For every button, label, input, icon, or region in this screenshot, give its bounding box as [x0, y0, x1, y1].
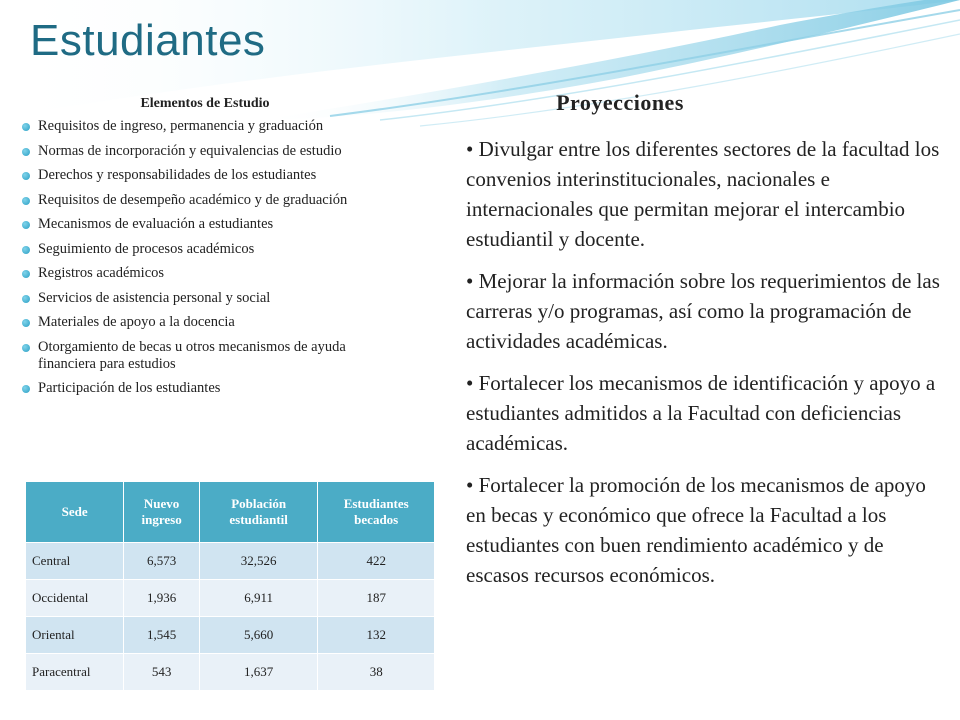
table-cell: 32,526 — [199, 543, 318, 580]
table-cell: 422 — [318, 543, 435, 580]
table-row — [26, 654, 435, 691]
table-cell: Oriental — [26, 617, 124, 654]
projection-paragraph: • Fortalecer los mecanismos de identificación y apoyo a estudiantes admitidos a la Facultad con deficiencias académicas. — [466, 371, 936, 455]
list-item — [22, 265, 382, 282]
projections-heading: Proyecciones — [556, 90, 684, 115]
table-cell: 6,573 — [124, 543, 200, 580]
list-item-label: Mecanismos de evaluación a estudiantes — [38, 216, 274, 232]
bullet-icon — [22, 344, 30, 352]
list-item-label: Otorgamiento de becas u otros mecanismos de ayuda financiera para estudios — [38, 338, 346, 372]
bullet-icon — [22, 270, 30, 278]
students-table — [25, 481, 435, 691]
table-cell: 132 — [318, 617, 435, 654]
bullet-icon — [22, 221, 30, 229]
table-cell: 543 — [124, 654, 200, 691]
projections-body — [466, 134, 946, 602]
list-item-label: Seguimiento de procesos académicos — [38, 240, 255, 257]
bullet-icon — [22, 148, 30, 156]
list-item-label: Derechos y responsabilidades de los estudiantes — [38, 167, 317, 183]
projection-paragraph: • Mejorar la información sobre los requerimientos de las carreras y/o programas, así como la programación de actividades académicas. — [466, 269, 940, 353]
column-header-nuevo-ingreso: Nuevo ingreso — [124, 482, 200, 543]
list-item — [22, 241, 382, 258]
bullet-icon — [22, 385, 30, 393]
list-item — [22, 216, 382, 233]
list-item-label: Participación de los estudiantes — [38, 380, 221, 396]
table-row — [26, 617, 435, 654]
list-item-label: Registros académicos — [38, 265, 165, 281]
table-cell: 6,911 — [199, 580, 318, 617]
list-item-label: Servicios de asistencia personal y social — [38, 289, 271, 306]
table-cell: Paracentral — [26, 654, 124, 691]
projection-paragraph: • Fortalecer la promoción de los mecanismos de apoyo en becas y económico que ofrece la Facultad a los estudiantes con buen rendimiento académico y de escasos recursos económicos. — [466, 473, 926, 587]
projection-paragraph: • Divulgar entre los diferentes sectores de la facultad los convenios interinstitucionales, nacionales e internacionales que permitan mejorar el intercambio estudiantil y docente. — [466, 137, 940, 251]
list-item — [22, 380, 382, 397]
list-item — [22, 192, 382, 209]
column-header-becados: Estudiantes becados — [318, 482, 435, 543]
table-header-row — [26, 482, 435, 543]
bullet-icon — [22, 295, 30, 303]
elements-heading: Elementos de Estudio — [140, 96, 270, 111]
table-cell: Occidental — [26, 580, 124, 617]
list-item-label: Requisitos de desempeño académico y de graduación — [38, 191, 348, 208]
table-cell: 5,660 — [199, 617, 318, 654]
list-item — [22, 314, 382, 331]
column-header-poblacion: Población estudiantil — [199, 482, 318, 543]
list-item-label: Requisitos de ingreso, permanencia y graduación — [38, 118, 324, 134]
bullet-icon — [22, 319, 30, 327]
slide-title: Estudiantes — [30, 16, 266, 65]
table-row — [26, 543, 435, 580]
list-item — [22, 290, 382, 307]
table-cell: 187 — [318, 580, 435, 617]
list-item — [22, 143, 382, 160]
table-cell: 1,936 — [124, 580, 200, 617]
table-cell: 1,637 — [199, 654, 318, 691]
table-row — [26, 580, 435, 617]
list-item-label: Materiales de apoyo a la docencia — [38, 314, 235, 330]
table-cell: 1,545 — [124, 617, 200, 654]
bullet-icon — [22, 172, 30, 180]
bullet-icon — [22, 197, 30, 205]
table-cell: 38 — [318, 654, 435, 691]
list-item — [22, 167, 382, 184]
table-cell: Central — [26, 543, 124, 580]
list-item — [22, 118, 382, 135]
list-item-label: Normas de incorporación y equivalencias de estudio — [38, 142, 342, 159]
bullet-icon — [22, 123, 30, 131]
column-header-sede: Sede — [26, 482, 124, 543]
elements-list — [22, 118, 382, 405]
bullet-icon — [22, 246, 30, 254]
list-item — [22, 339, 382, 373]
